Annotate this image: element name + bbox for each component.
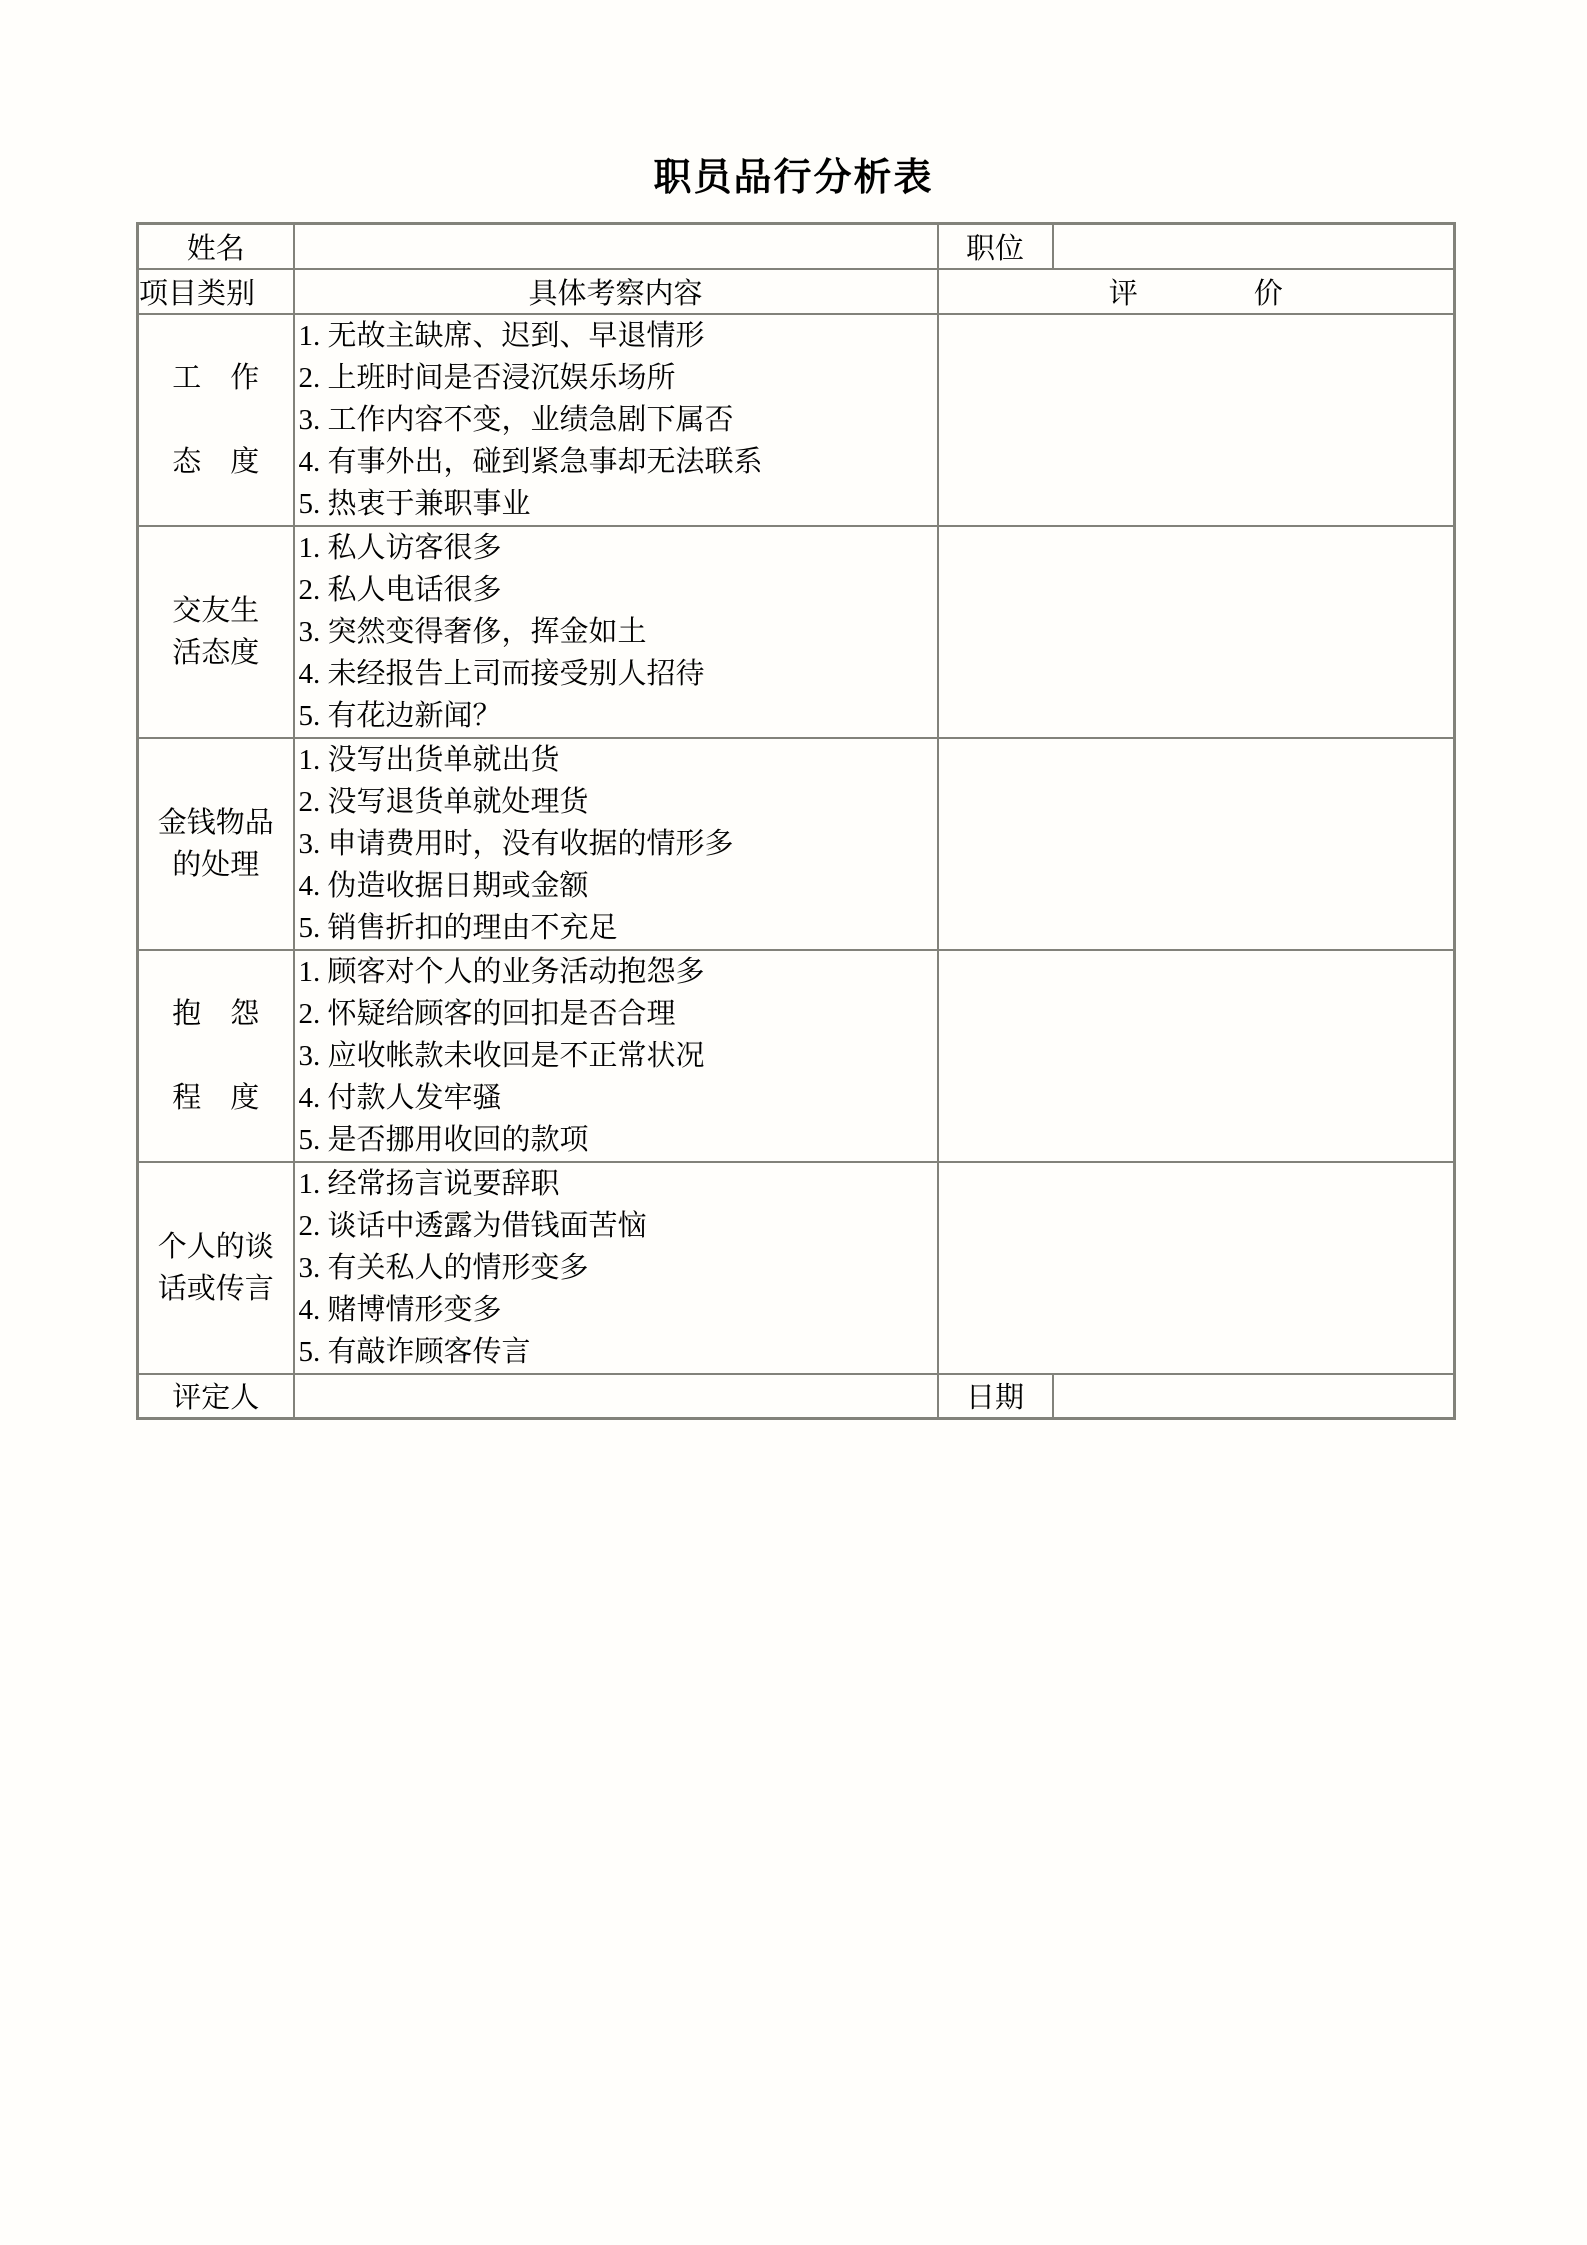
inspection-item: 4. 伪造收据日期或金额	[298, 869, 589, 902]
category-row	[138, 1162, 1455, 1374]
category-cell	[138, 738, 294, 950]
category-label	[139, 802, 293, 886]
category-row	[138, 738, 1455, 950]
inspection-item: 3. 应收帐款未收回是不正常状况	[298, 1039, 705, 1072]
category-label-line: 的处理	[172, 848, 260, 881]
category-row	[138, 526, 1455, 738]
inspection-item: 1. 顾客对个人的业务活动抱怨多	[298, 955, 705, 988]
inspection-items-cell	[294, 314, 938, 526]
name-label: 姓名	[138, 224, 294, 269]
category-label-line: 话或传言	[157, 1272, 274, 1305]
inspection-item: 3. 突然变得奢侈，挥金如土	[298, 615, 647, 648]
rater-value-cell[interactable]	[294, 1374, 938, 1419]
inspection-item: 2. 没写退货单就处理货	[298, 785, 589, 818]
inspection-item: 3. 有关私人的情形变多	[298, 1251, 589, 1284]
evaluation-cell[interactable]	[938, 1162, 1455, 1374]
name-position-row	[138, 224, 1455, 269]
category-column-header: 项目类别	[138, 269, 294, 314]
rater-date-row	[138, 1374, 1455, 1419]
inspection-items-cell	[294, 1162, 938, 1374]
category-label-line: 程 度	[172, 1081, 260, 1114]
evaluation-cell[interactable]	[938, 526, 1455, 738]
inspection-item: 5. 有敲诈顾客传言	[298, 1335, 531, 1368]
evaluation-cell[interactable]	[938, 314, 1455, 526]
inspection-item: 1. 经常扬言说要辞职	[298, 1167, 560, 1200]
category-label-line: 工 作	[172, 361, 260, 394]
inspection-item: 5. 是否挪用收回的款项	[298, 1123, 589, 1156]
inspection-item: 2. 怀疑给顾客的回扣是否合理	[298, 997, 676, 1030]
table-header-rows	[138, 224, 1455, 314]
category-cell	[138, 526, 294, 738]
table-footer-rows	[138, 1374, 1455, 1419]
inspection-item: 4. 付款人发牢骚	[298, 1081, 502, 1114]
category-label	[139, 590, 293, 674]
category-label-line: 态 度	[172, 445, 260, 478]
position-label: 职位	[938, 224, 1053, 269]
analysis-table	[136, 222, 1456, 1420]
evaluation-cell[interactable]	[938, 950, 1455, 1162]
category-cell	[138, 1162, 294, 1374]
inspection-item: 3. 申请费用时，没有收据的情形多	[298, 827, 734, 860]
inspection-item: 4. 未经报告上司而接受别人招待	[298, 657, 705, 690]
position-value-cell[interactable]	[1053, 224, 1455, 269]
inspection-item: 5. 销售折扣的理由不充足	[298, 911, 618, 944]
inspection-item: 4. 有事外出，碰到紧急事却无法联系	[298, 445, 763, 478]
category-label-line: 活态度	[172, 636, 260, 669]
category-label	[139, 993, 293, 1119]
evaluation-cell[interactable]	[938, 738, 1455, 950]
column-header-row	[138, 269, 1455, 314]
name-value-cell[interactable]	[294, 224, 938, 269]
category-label-line: 抱 怨	[172, 997, 260, 1030]
inspection-item: 2. 上班时间是否浸沉娱乐场所	[298, 361, 676, 394]
inspection-item: 3. 工作内容不变，业绩急剧下属否	[298, 403, 734, 436]
inspection-item: 4. 赌博情形变多	[298, 1293, 502, 1326]
inspection-item: 2. 谈话中透露为借钱面苦恼	[298, 1209, 647, 1242]
blocks-body	[138, 314, 1455, 1374]
inspection-item: 1. 无故主缺席、迟到、早退情形	[298, 319, 705, 352]
rater-label: 评定人	[138, 1374, 294, 1419]
category-label-line: 交友生	[172, 594, 260, 627]
category-cell	[138, 950, 294, 1162]
category-row	[138, 314, 1455, 526]
inspection-item: 5. 热衷于兼职事业	[298, 487, 531, 520]
inspection-items-cell	[294, 738, 938, 950]
page-title: 职员品行分析表	[653, 157, 934, 199]
category-label	[139, 357, 293, 483]
category-row	[138, 950, 1455, 1162]
inspection-item: 2. 私人电话很多	[298, 573, 502, 606]
content-column-header: 具体考察内容	[294, 269, 938, 314]
category-label-line: 金钱物品	[157, 806, 274, 839]
category-label	[139, 1226, 293, 1310]
category-cell	[138, 314, 294, 526]
evaluation-column-header: 评 价	[938, 269, 1455, 314]
category-label-line: 个人的谈	[157, 1230, 274, 1263]
date-value-cell[interactable]	[1053, 1374, 1455, 1419]
inspection-items-cell	[294, 950, 938, 1162]
inspection-item: 1. 私人访客很多	[298, 531, 502, 564]
inspection-items-cell	[294, 526, 938, 738]
inspection-item: 1. 没写出货单就出货	[298, 743, 560, 776]
inspection-item: 5. 有花边新闻？	[298, 699, 502, 732]
date-label: 日期	[938, 1374, 1053, 1419]
